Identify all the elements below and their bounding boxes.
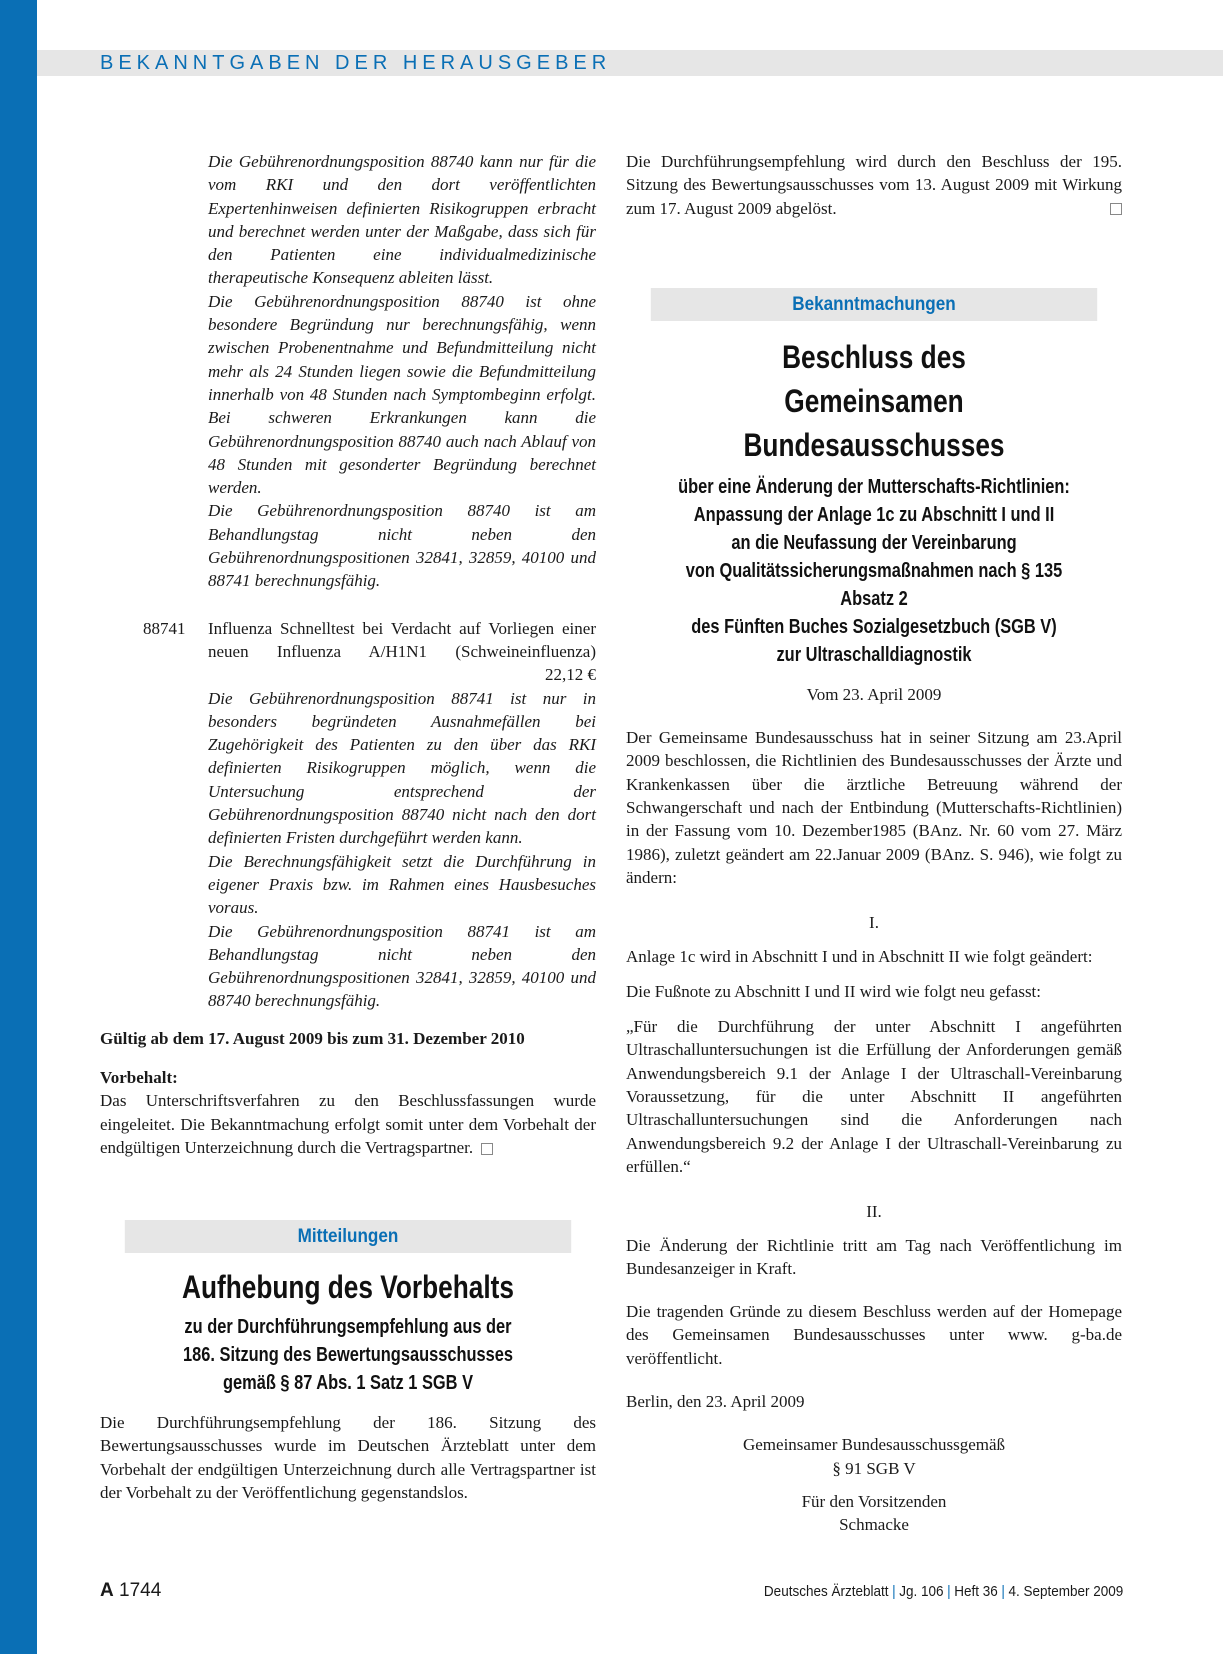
chair-line: Für den Vorsitzenden: [801, 1491, 947, 1511]
resolution-subtitle-line: des Fünften Buches Sozialgesetzbuch (SGB V): [691, 615, 1057, 638]
section-label-bekanntmachungen: Bekanntmachungen: [651, 288, 1097, 321]
article-body: Die Durchführungsempfehlung der 186. Sitzung des Bewertungsausschusses wurde im Deutschen Ärzteblatt unter dem Vorbehalt der endgültigen Unterzeichnung durch alle Vertragspartner ist der Vorbehalt zu der Veröffentlichung gegenstandslos.: [100, 1413, 596, 1503]
page-number: [100, 1580, 161, 1602]
reasons-text: Die tragenden Gründe zu diesem Beschluss werden auf der Homepage des Gemeinsamen Bundesausschusses unter www. g-ba.de veröffentlicht.: [626, 1302, 1122, 1368]
journal-date: 4. September 2009: [1008, 1583, 1123, 1600]
resolution-subtitle-line: zur Ultraschalldiagnostik: [776, 643, 972, 666]
signature-line: § 91 SGB V: [832, 1458, 916, 1478]
entry-88741-paragraph: Die Gebührenordnungsposition 88741 ist am Behandlungstag nicht neben den Gebührenordnungspositionen 32841, 32859, 40100 und 88740 berechnungsfähig.: [208, 921, 596, 1011]
anlage-text: Anlage 1c wird in Abschnitt I und in Abschnitt II wie folgt geändert:: [626, 946, 1093, 966]
article-subtitle-line: gemäß § 87 Abs. 1 Satz 1 SGB V: [222, 1372, 474, 1395]
blue-side-bar: [0, 0, 37, 1654]
reservation-text: Das Unterschriftsverfahren zu den Beschlussfassungen wurde eingeleitet. Die Bekanntmachung erfolgt somit unter dem Vorbehalt der endgültigen Unterzeichnung durch die Vertragspartner.: [100, 1091, 596, 1157]
entry-title: Influenza Schnelltest bei Verdacht auf Vorliegen einer neuen Influenza A/H1N1 (Schweineinfluenza): [208, 618, 596, 661]
resolution-subtitle-line: an die Neufassung der Vereinbarung: [731, 531, 1017, 554]
page-number-value: 1744: [119, 1580, 162, 1601]
resolution-title-line: Beschluss des: [782, 338, 966, 375]
footnote-intro: Die Fußnote zu Abschnitt I und II wird wie folgt neu gefasst:: [626, 981, 1042, 1001]
journal-footer: Deutsches Ärzteblatt | Jg. 106 | Heft 36 | 4. September 2009: [763, 1583, 1123, 1600]
header-section-title: BEKANNTGABEN DER HERAUSGEBER: [100, 52, 612, 74]
article-subtitle-line: 186. Sitzung des Bewertungsausschusses: [183, 1344, 513, 1367]
entry-price: 22,12 €: [545, 665, 596, 685]
section-numeral: I.: [869, 913, 879, 933]
section-numeral: II.: [866, 1202, 882, 1222]
signature-line: Gemeinsamer Bundesausschussgemäß: [742, 1435, 1006, 1455]
validity-statement: Gültig ab dem 17. August 2009 bis zum 31. Dezember 2010: [100, 1028, 525, 1048]
journal-volume: Jg. 106: [898, 1583, 944, 1600]
page-prefix: A: [100, 1580, 114, 1601]
entry-88740-paragraph: Die Gebührenordnungsposition 88740 ist am Behandlungstag nicht neben den Gebührenordnungspositionen 32841, 32859, 40100 und 88741 berechnungsfähig.: [208, 501, 596, 591]
resolution-subtitle-line: von Qualitätssicherungsmaßnahmen nach § 135 Absatz 2: [685, 559, 1063, 610]
resolution-subtitle-line: Anpassung der Anlage 1c zu Abschnitt I und II: [693, 503, 1055, 526]
article-subtitle-line: zu der Durchführungsempfehlung aus der: [184, 1316, 512, 1339]
left-column: [100, 150, 596, 1504]
entry-88740-paragraph: Die Gebührenordnungsposition 88740 ist ohne besondere Begründung nur berechnungsfähig, wenn zwischen Probenentnahme und Befundmitteilung nicht mehr als 24 Stunden liegen sowie die Befundmitteilung innerhalb von 48 Stunden nach Symptombeginn erfolgt. Bei schweren Erkrankungen kann die Gebührenordnungsposition 88740 auch nach Ablauf von 48 Stunden mit gesonderter Begründung berechnet werden.: [208, 291, 596, 498]
end-mark-icon: [1110, 203, 1122, 215]
section-label-mitteilungen: Mitteilungen: [125, 1220, 571, 1253]
resolution-intro: Der Gemeinsame Bundesausschuss hat in seiner Sitzung am 23.April 2009 beschlossen, die Richtlinien des Bundesausschusses der Ärzte und Krankenkassen über die ärztliche Betreuung während der Schwangerschaft und nach der Entbindung (Mutterschafts-Richtlinien) in der Fassung vom 10. Dezember1985 (BAnz. Nr. 60 vom 27. März 1986), zuletzt geändert am 22.Januar 2009 (BAnz. S. 946), wie folgt zu ändern:: [626, 728, 1122, 887]
reservation-paragraph: [100, 1089, 596, 1159]
resolution-date: Vom 23. April 2009: [806, 684, 942, 704]
footnote-quote: „Für die Durchführung der unter Abschnitt I angeführten Ultraschalluntersuchungen ist die Erfüllung der Anforderungen gemäß Anwendungsbereich 9.1 der Anlage I der Ultraschall-Vereinbarung Voraussetzung, für die unter Abschnitt II angeführten Ultraschalluntersuchungen sind die Anforderungen nach Anwendungsbereich 9.2 der Anlage I der Ultraschall-Vereinbarung zu erfüllen.“: [626, 1017, 1122, 1176]
place-date: Berlin, den 23. April 2009: [626, 1392, 805, 1412]
entry-88740-notes: [208, 150, 596, 593]
right-column: [626, 150, 1122, 1537]
entry-88741: [100, 617, 596, 1013]
reservation-label: Vorbehalt:: [100, 1067, 178, 1087]
resolution-subtitle-line: über eine Änderung der Mutterschafts-Richtlinien:: [678, 475, 1070, 498]
end-mark-icon: [481, 1143, 493, 1155]
journal-issue: Heft 36: [953, 1583, 998, 1600]
chair-line: Schmacke: [839, 1515, 909, 1535]
continuation-paragraph: [626, 150, 1122, 220]
effect-text: Die Änderung der Richtlinie tritt am Tag nach Veröffentlichung im Bundesanzeiger in Kraft.: [626, 1235, 1122, 1278]
resolution-title-line: Gemeinsamen Bundesausschusses: [743, 382, 1005, 463]
article-title: Aufhebung des Vorbehalts: [182, 1269, 514, 1306]
continuation-text: Die Durchführungsempfehlung wird durch den Beschluss der 195. Sitzung des Bewertungsausschusses vom 13. August 2009 mit Wirkung zum 17. August 2009 abgelöst.: [626, 152, 1122, 218]
entry-88741-paragraph: Die Berechnungsfähigkeit setzt die Durchführung in eigener Praxis bzw. im Rahmen eines Hausbesuches voraus.: [208, 851, 596, 918]
journal-name: Deutsches Ärzteblatt: [763, 1583, 889, 1600]
entry-code: 88741: [143, 618, 186, 638]
entry-88741-paragraph: Die Gebührenordnungsposition 88741 ist nur in besonders begründeten Ausnahmefällen bei Zugehörigkeit des Patienten zu den über das RKI definierten Risikogruppen möglich, wenn die Untersuchung entsprechend der Gebührenordnungsposition 88740 nicht nach den dort definierten Fristen durchgeführt werden kann.: [208, 688, 596, 848]
entry-88740-paragraph: Die Gebührenordnungsposition 88740 kann nur für die vom RKI und den dort veröffentlichten Expertenhinweisen definierten Risikogruppen erbracht und berechnet werden unter der Maßgabe, dass sich für den Patienten eine individualmedizinische therapeutische Konsequenz ableiten lässt.: [208, 152, 596, 288]
